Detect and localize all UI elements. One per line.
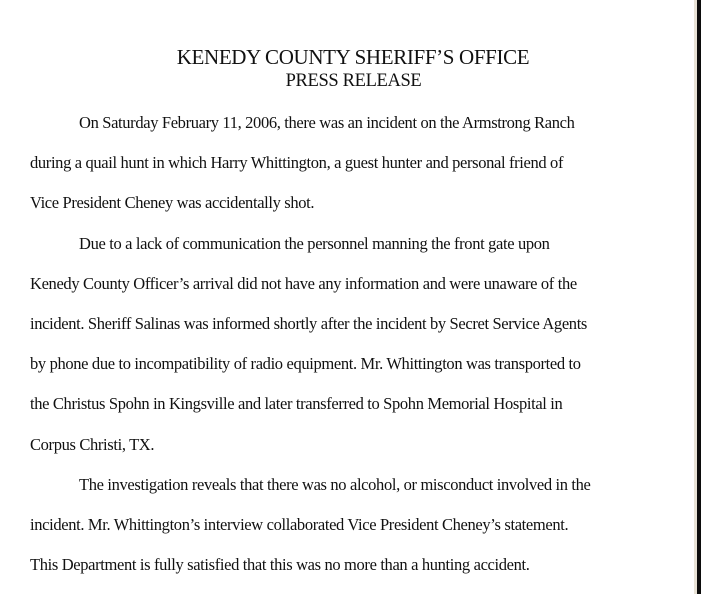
paragraph-2-line-1: Due to a lack of communication the personnel manning the front gate upon xyxy=(79,233,550,253)
paragraph-2-line-3: incident. Sheriff Salinas was informed shortly after the incident by Secret Service Agents xyxy=(30,314,587,334)
paragraph-3-line-2: incident. Mr. Whittington’s interview collaborated Vice President Cheney’s statement. xyxy=(30,515,569,535)
document-body xyxy=(30,103,670,585)
paragraph-2-line-4: by phone due to incompatibility of radio equipment. Mr. Whittington was transported to xyxy=(30,354,581,374)
document-title: KENEDY COUNTY SHERIFF’S OFFICE xyxy=(176,45,530,69)
paragraph-2-line-6: Corpus Christi, TX. xyxy=(30,434,155,454)
paragraph-2-line-2: Kenedy County Officer’s arrival did not have any information and were unaware of the xyxy=(30,273,577,293)
paragraph-1-line-1: On Saturday February 11, 2006, there was an incident on the Armstrong Ranch xyxy=(79,113,575,132)
paragraph-3-line-3: This Department is fully satisfied that this was no more than a hunting accident. xyxy=(30,555,530,575)
press-release-document xyxy=(30,44,670,585)
page-edge-border xyxy=(697,0,701,594)
paragraph-2-line-5: the Christus Spohn in Kingsville and later transferred to Spohn Memorial Hospital in xyxy=(30,394,563,414)
document-subtitle: PRESS RELEASE xyxy=(285,71,422,91)
paragraph-1-line-2: during a quail hunt in which Harry Whittington, a guest hunter and personal friend of xyxy=(30,153,564,173)
paragraph-3-line-1: The investigation reveals that there was no alcohol, or misconduct involved in the xyxy=(79,474,591,494)
paragraph-1-line-3: Vice President Cheney was accidentally shot. xyxy=(30,193,315,213)
